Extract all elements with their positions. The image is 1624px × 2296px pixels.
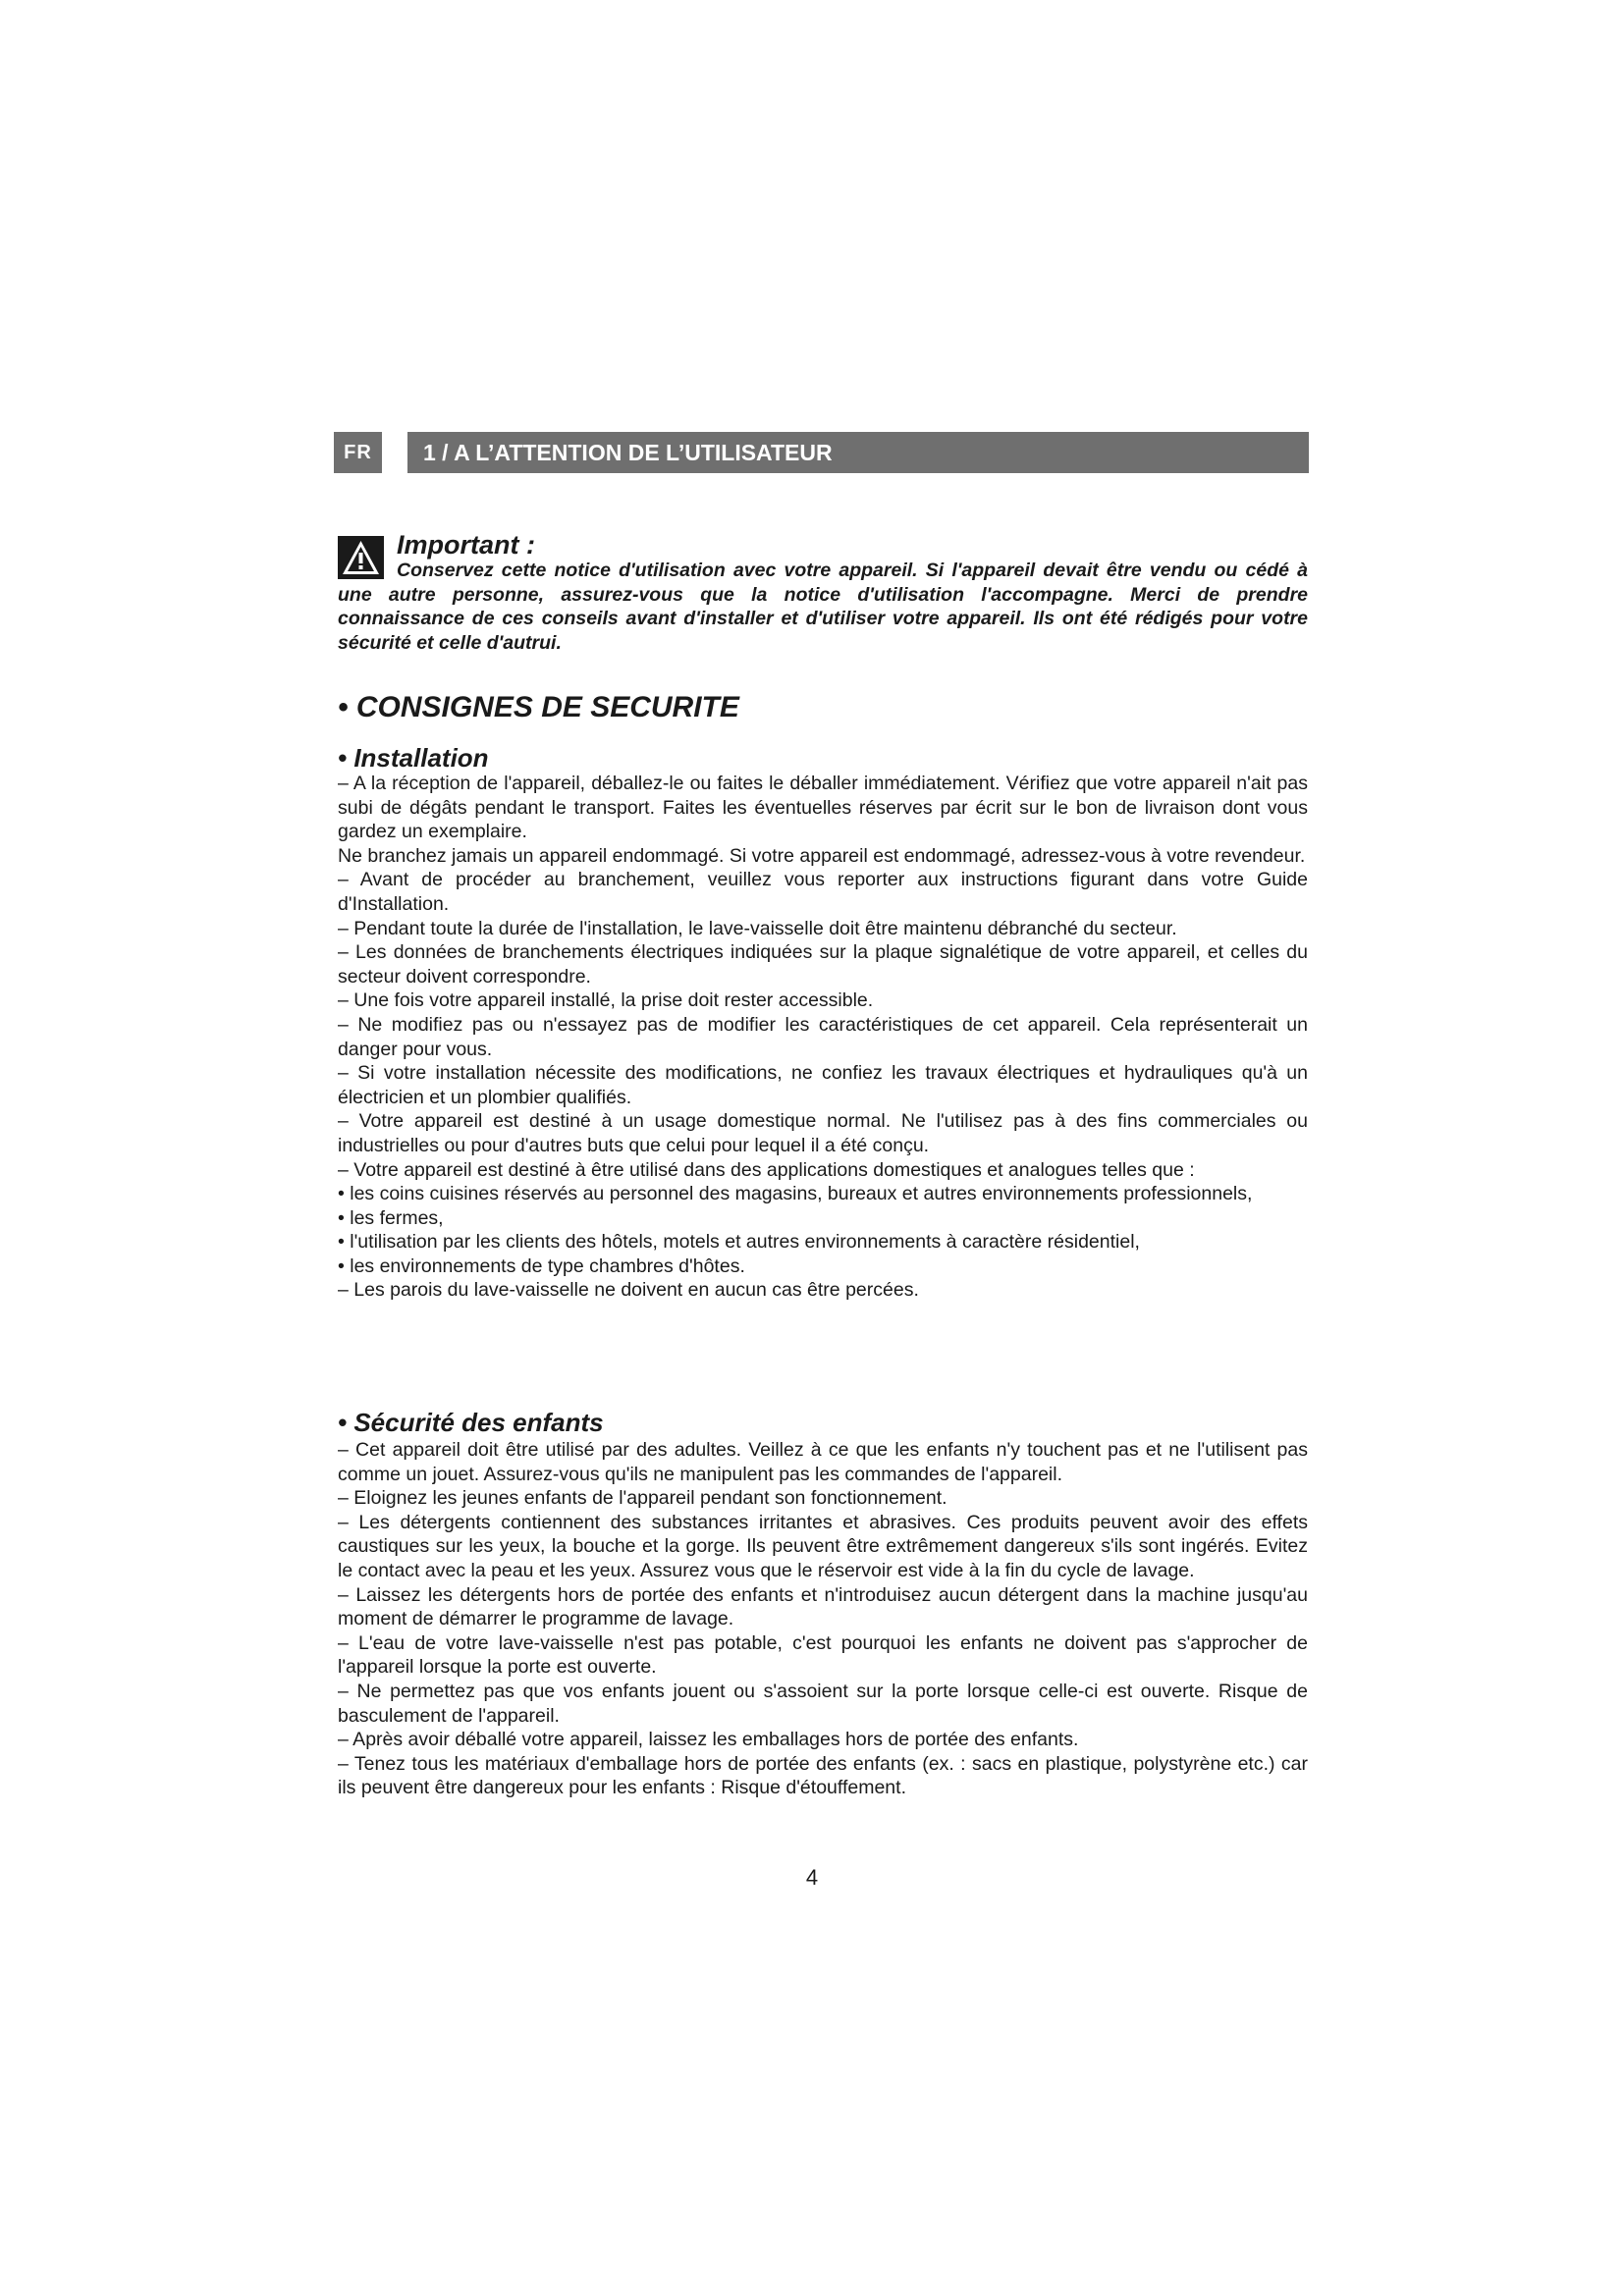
list-item: • les fermes, xyxy=(338,1206,444,1229)
installation-section xyxy=(338,772,1308,1303)
paragraph: – Après avoir déballé votre appareil, laissez les emballages hors de portée des enfants. xyxy=(338,1729,1079,1751)
paragraph: – Les détergents contiennent des substances irritantes et abrasives. Ces produits peuvent avoir des effets caustiques sur les yeux, la bouche et la gorge. Ils peuvent être extrêmement dangereux s'ils sont ingérés. Evitez le contact avec la peau et les yeux. Assurez vous que le réservoir est vide à la fin du cycle de lavage. xyxy=(338,1511,1308,1581)
paragraph: – Eloignez les jeunes enfants de l'appareil pendant son fonctionnement. xyxy=(338,1487,947,1510)
paragraph: – Votre appareil est destiné à un usage domestique normal. Ne l'utilisez pas à des fins commerciales ou industrielles ou pour d'autres buts que celui pour lequel il a été conçu. xyxy=(338,1110,1308,1156)
list-item: • l'utilisation par les clients des hôtels, motels et autres environnements à caractère résidentiel, xyxy=(338,1231,1140,1254)
paragraph: – Pendant toute la durée de l'installation, le lave-vaisselle doit être maintenu débranché du secteur. xyxy=(338,917,1177,939)
section-title-bar: 1 / A L’ATTENTION DE L’UTILISATEUR xyxy=(407,432,1309,473)
paragraph: – Votre appareil est destiné à être utilisé dans des applications domestiques et analogues telles que : xyxy=(338,1158,1195,1181)
paragraph: – Les parois du lave-vaisselle ne doivent en aucun cas être percées. xyxy=(338,1279,919,1302)
paragraph: – Si votre installation nécessite des modifications, ne confiez les travaux électriques et hydrauliques qu'à un électricien et un plombier qualifiés. xyxy=(338,1062,1308,1108)
child-safety-section xyxy=(338,1438,1308,1800)
installation-heading: • Installation xyxy=(338,743,489,773)
paragraph: – Laissez les détergents hors de portée des enfants et n'introduisez aucun détergent dans la machine jusqu'au moment de démarrer le programme de lavage. xyxy=(338,1583,1308,1630)
paragraph: – Avant de procéder au branchement, veuillez vous reporter aux instructions figurant dans votre Guide d'Installation. xyxy=(338,869,1308,915)
paragraph: – Cet appareil doit être utilisé par des adultes. Veillez à ce que les enfants n'y touchent pas et ne l'utilisent pas comme un jouet. Assurez-vous qu'ils ne manipulent pas les commandes de l'appareil. xyxy=(338,1439,1308,1485)
paragraph: – Les données de branchements électriques indiquées sur la plaque signalétique de votre appareil, et celles du secteur doivent correspondre. xyxy=(338,941,1308,988)
safety-instructions-heading: • CONSIGNES DE SECURITE xyxy=(338,691,739,723)
child-safety-heading: • Sécurité des enfants xyxy=(338,1408,604,1437)
paragraph: – Ne modifiez pas ou n'essayez pas de modifier les caractéristiques de cet appareil. Cela représenterait un danger pour vous. xyxy=(338,1013,1308,1060)
important-text: Conservez cette notice d'utilisation avec votre appareil. Si l'appareil devait être vendu ou cédé à une autre personne, assurez-vous que la notice d'utilisation l'accompagne. Merci de prendre connaissance de ces conseils avant d'installer et d'utiliser votre appareil. Ils ont été rédigés pour votre sécurité et celle d'autrui. xyxy=(338,560,1308,654)
important-title: Important : xyxy=(397,530,535,560)
language-badge: FR xyxy=(334,432,382,473)
list-item: • les coins cuisines réservés au personnel des magasins, bureaux et autres environnements professionnels, xyxy=(338,1183,1253,1205)
paragraph: – Ne permettez pas que vos enfants jouent ou s'assoient sur la porte lorsque celle-ci est ouverte. Risque de basculement de l'appareil. xyxy=(338,1680,1308,1727)
list-item: • les environnements de type chambres d'hôtes. xyxy=(338,1255,745,1277)
paragraph: – Une fois votre appareil installé, la prise doit rester accessible. xyxy=(338,989,874,1012)
paragraph: – Tenez tous les matériaux d'emballage hors de portée des enfants (ex. : sacs en plastique, polystyrène etc.) car ils peuvent être dangereux pour les enfants : Risque d'étouffement. xyxy=(338,1752,1308,1799)
paragraph: – L'eau de votre lave-vaisselle n'est pas potable, c'est pourquoi les enfants ne doivent pas s'approcher de l'appareil lorsque la porte est ouverte. xyxy=(338,1631,1308,1679)
paragraph: – A la réception de l'appareil, déballez-le ou faites le déballer immédiatement. Vérifiez que votre appareil n'ait pas subi de dégâts pendant le transport. Faites les éventuelles réserves par écrit sur le bon de livraison dont vous gardez un exemplaire. xyxy=(338,773,1308,843)
paragraph: Ne branchez jamais un appareil endommagé. Si votre appareil est endommagé, adressez-vous à votre revendeur. xyxy=(338,844,1306,867)
page-number: 4 xyxy=(805,1865,819,1890)
